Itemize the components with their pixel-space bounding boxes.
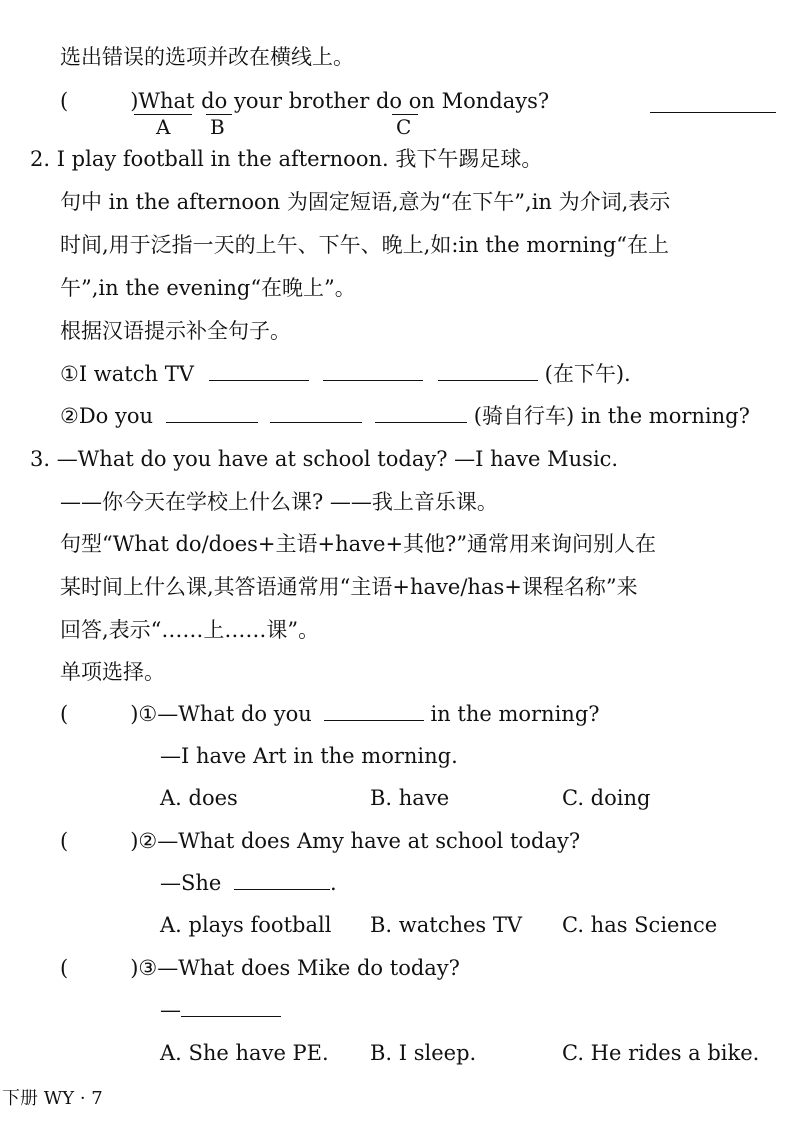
question-stem-suffix: in the morning? — [430, 702, 600, 726]
label-a: A — [156, 115, 171, 139]
answer-blank[interactable] — [181, 996, 281, 1017]
section-2-explanation-line-3: 午”,in the evening“在晚上”。 — [60, 276, 356, 300]
option-word-a: What — [138, 89, 195, 113]
label-b: B — [210, 115, 225, 139]
question-stem: ②—What does Amy have at school today? — [138, 829, 581, 853]
question-stem: ③—What does Mike do today? — [138, 956, 460, 980]
paren-close: ) — [130, 702, 139, 726]
section-2-explanation-line-1: 句中 in the afternoon 为固定短语,意为“在下午”,in 为介词,表示 — [60, 190, 671, 214]
sentence-middle: your brother — [233, 89, 370, 113]
paren-close: ) — [130, 89, 139, 113]
paren-close: ) — [130, 829, 139, 853]
option-c[interactable]: C. doing — [562, 786, 651, 810]
option-word-b: do — [201, 89, 228, 113]
paren-close: ) — [130, 956, 139, 980]
option-word-c: do — [375, 89, 403, 113]
fill-question-1-hint: (在下午). — [544, 362, 631, 386]
instruction-text: 选出错误的选项并改在横线上。 — [60, 45, 354, 69]
answer-prefix: —She — [160, 871, 222, 895]
fill-question-1-prefix: ①I watch TV — [60, 362, 194, 386]
option-b[interactable]: B. watches TV — [370, 913, 523, 937]
fill-question-2 — [60, 401, 750, 431]
section-2-task: 根据汉语提示补全句子。 — [60, 319, 291, 343]
question-stem-prefix: ①—What do you — [138, 702, 312, 726]
fill-question-2-hint: (骑自行车) in the morning? — [473, 404, 750, 428]
paren-open: ( — [60, 89, 69, 113]
paren-open: ( — [60, 702, 69, 726]
answer-blank[interactable] — [209, 360, 309, 381]
fill-question-1 — [60, 359, 631, 389]
option-c[interactable]: C. He rides a bike. — [562, 1041, 760, 1065]
option-c[interactable]: C. has Science — [562, 913, 718, 937]
section-3-explanation-line-2: 某时间上什么课,其答语通常用“主语+have/has+课程名称”来 — [60, 575, 638, 599]
choice-question-2-answer — [160, 868, 337, 898]
section-2-heading: 2. I play football in the afternoon. 我下午踢足球。 — [30, 147, 543, 171]
option-a[interactable]: A. plays football — [160, 913, 332, 937]
option-b[interactable]: B. have — [370, 786, 450, 810]
correction-answer-line[interactable] — [650, 112, 776, 113]
section-2-explanation-line-2: 时间,用于泛指一天的上午、下午、晚上,如:in the morning“在上 — [60, 233, 669, 257]
option-a[interactable]: A. does — [160, 786, 238, 810]
fill-question-2-prefix: ②Do you — [60, 404, 154, 428]
answer-blank[interactable] — [375, 402, 467, 423]
sentence-tail: on Mondays? — [408, 89, 550, 113]
label-c: C — [396, 115, 412, 139]
paren-open: ( — [60, 829, 69, 853]
paren-open: ( — [60, 956, 69, 980]
error-correction-question — [60, 86, 549, 116]
option-a[interactable]: A. She have PE. — [160, 1041, 329, 1065]
answer-blank[interactable] — [323, 360, 423, 381]
page-footer: 下册 WY · 7 — [2, 1088, 103, 1109]
choice-question-1-answer: —I have Art in the morning. — [160, 744, 458, 768]
answer-blank[interactable] — [166, 402, 258, 423]
answer-blank[interactable] — [234, 869, 330, 890]
answer-blank[interactable] — [270, 402, 362, 423]
answer-blank[interactable] — [438, 360, 538, 381]
section-3-explanation-line-3: 回答,表示“……上……课”。 — [60, 618, 320, 642]
section-3-explanation-line-1: 句型“What do/does+主语+have+其他?”通常用来询问别人在 — [60, 532, 657, 556]
answer-suffix: . — [330, 871, 337, 895]
choice-question-1-stem — [60, 699, 600, 729]
answer-blank[interactable] — [324, 700, 424, 721]
section-3-heading: 3. —What do you have at school today? —I have Music. — [30, 447, 619, 471]
choice-question-3-answer — [160, 995, 281, 1025]
option-b[interactable]: B. I sleep. — [370, 1041, 477, 1065]
section-3-translation: ——你今天在学校上什么课? ——我上音乐课。 — [60, 490, 498, 514]
choice-question-2-stem — [60, 826, 580, 856]
section-3-task: 单项选择。 — [60, 660, 165, 684]
choice-question-3-stem — [60, 953, 460, 983]
answer-prefix: — — [160, 998, 181, 1022]
